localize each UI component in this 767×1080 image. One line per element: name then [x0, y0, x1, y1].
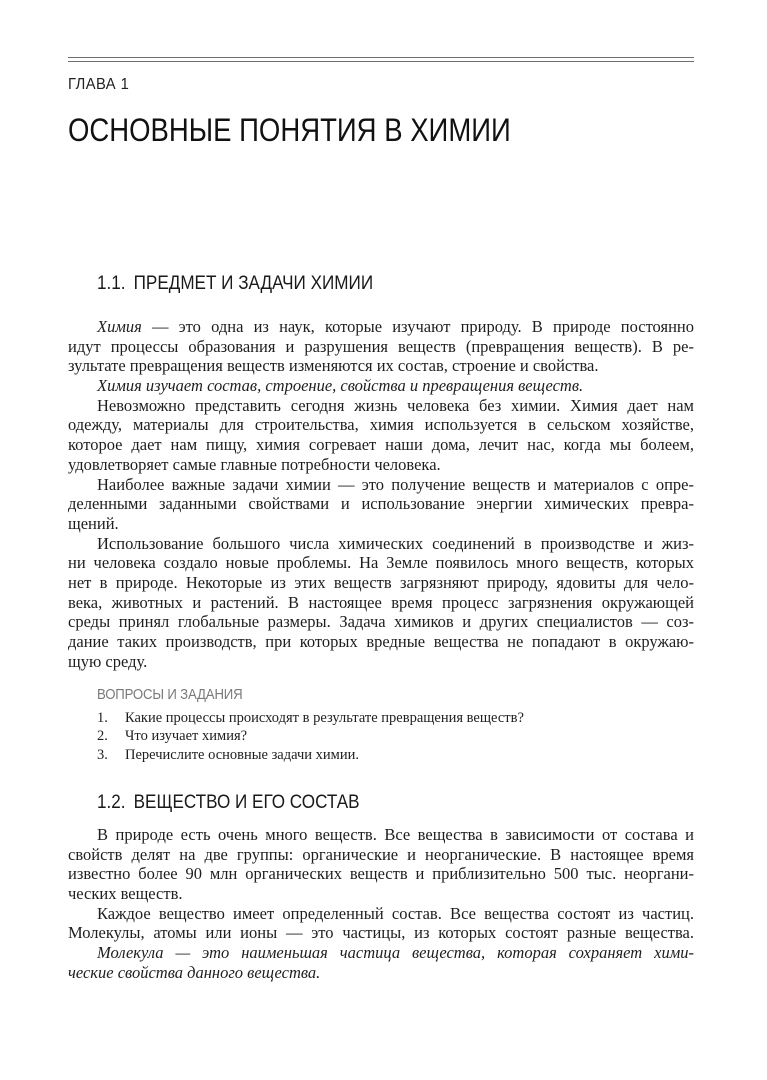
question-text: Перечислите основные задачи химии. [125, 746, 359, 763]
chapter-title: ОСНОВНЫЕ ПОНЯТИЯ В ХИМИИ [68, 112, 511, 148]
text-line: Использование большого числа химических соединений в производстве и жиз- [97, 533, 694, 553]
text-span: — это одна из наук, которые изучают природу. В природе постоянно [141, 317, 694, 336]
section-heading-1-2 [97, 792, 360, 814]
text-line: В природе есть очень много веществ. Все вещества в зависимости от состава и [97, 825, 694, 844]
text-line: среды принял глобальные размеры. Задача химиков и других специалистов — соз- [68, 612, 694, 632]
text-line: известно более 90 млн органических веществ и приблизительно 500 тыс. неоргани- [68, 864, 694, 884]
question-item [97, 709, 657, 727]
text-line: ческих веществ. [68, 884, 183, 904]
text-line: дание таких производств, при которых вредные вещества не попадают в окружаю- [68, 632, 694, 651]
text-line: одежду, материалы для строительства, химия используется в сельском хозяйстве, [68, 415, 694, 435]
text-line: века, животных и растений. В настоящее время процесс загрязнения окружающей [68, 592, 694, 612]
section-title: ПРЕДМЕТ И ЗАДАЧИ ХИМИИ [133, 273, 374, 294]
text-line: которое дает нам пищу, химия согревает наши дома, лечит нас, когда мы болеем, [68, 435, 694, 455]
questions-list [97, 709, 657, 764]
text-line: щений. [68, 513, 119, 533]
section-number: 1.2. [97, 792, 126, 813]
text-line: ни человека создало новые проблемы. На Земле появилось много веществ, которых [68, 553, 694, 573]
question-number: 2. [97, 728, 108, 745]
text-line: Наиболее важные задачи химии — это получение веществ и материалов с опре- [97, 474, 694, 494]
text-line: Каждое вещество имеет определенный состав. Все вещества состоят из частиц. [97, 903, 694, 923]
text-line: Химия изучает состав, строение, свойства и превращения веществ. [97, 376, 584, 396]
text-line: Молекулы, атомы или ионы — это частицы, из которых состоят разные вещества. [68, 923, 694, 943]
text-line: нет в природе. Некоторые из этих веществ загрязняют природу, ядовиты для чело- [68, 572, 694, 592]
question-text: Что изучает химия? [125, 728, 248, 745]
text-line: свойств делят на две группы: органические и неорганические. В настоящее время [68, 844, 694, 864]
italic-term: Химия [97, 317, 142, 336]
questions-heading: ВОПРОСЫ И ЗАДАНИЯ [97, 686, 243, 703]
section-1-body [68, 317, 694, 671]
text-line [68, 317, 694, 337]
question-item [97, 746, 657, 764]
text-line: идут процессы образования и разрушения веществ (превращения веществ). В ре- [68, 336, 694, 356]
section-2-body [68, 825, 694, 983]
question-number: 3. [97, 746, 108, 763]
question-item [97, 727, 657, 745]
chapter-label: ГЛАВА 1 [68, 76, 130, 93]
text-line: удовлетворяет самые главные потребности человека. [68, 454, 441, 474]
text-line: деленными заданными свойствами и использование энергии химических превра- [68, 494, 694, 514]
text-line: зультате превращения веществ изменяются их состав, строение и свойства. [68, 356, 599, 376]
text-line: Невозможно представить сегодня жизнь человека без химии. Химия дает нам [97, 395, 694, 415]
header-rule-top [68, 57, 694, 58]
section-heading-1-1 [97, 273, 373, 295]
text-line: Молекула — это наименьшая частица вещества, которая сохраняет хими- [97, 943, 694, 963]
text-line: ческие свойства данного вещества. [68, 962, 321, 982]
section-number: 1.1. [97, 273, 126, 294]
header-rule-bottom [68, 61, 694, 62]
section-title: ВЕЩЕСТВО И ЕГО СОСТАВ [133, 792, 360, 813]
question-number: 1. [97, 710, 108, 726]
question-text: Какие процессы происходят в результате превращения веществ? [125, 710, 524, 726]
text-line: щую среду. [68, 651, 148, 671]
